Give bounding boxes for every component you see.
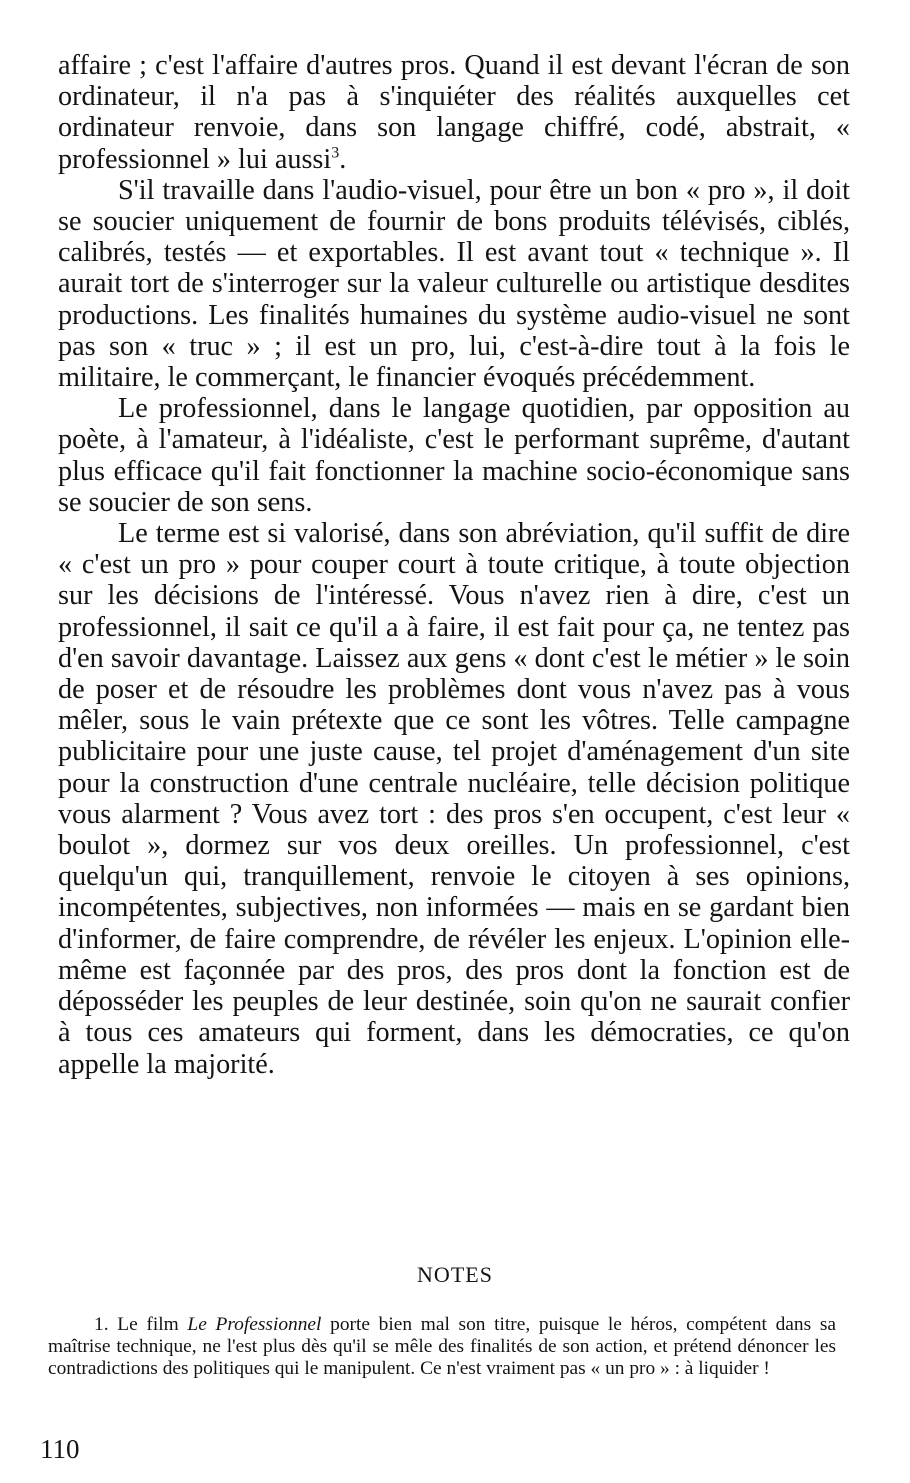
paragraph-professional-definition: Le professionnel, dans le langage quotidien, par opposition au poète, à l'amateur, à l'idéaliste, c'est le performant suprême, d'autant plus efficace qu'il fait fonctionner la machine socio-économique sans se soucier de son sens. (58, 393, 850, 518)
paragraph-term-valorised: Le terme est si valorisé, dans son abréviation, qu'il suffit de dire « c'est un pro » pour couper court à toute critique, à toute objection sur les décisions de l'intéressé. Vous n'avez rien à dire, c'est un professionnel, il sait ce qu'il a à faire, il est fait pour ça, ne tentez pas d'en savoir davantage. Laissez aux gens « dont c'est le métier » le soin de poser et de résoudre les problèmes dont vous n'avez pas à vous mêler, sous le vain prétexte que ce sont les vôtres. Telle campagne publicitaire pour une juste cause, tel projet d'aménagement d'un site pour la construction d'une centrale nucléaire, telle décision politique vous alarment ? Vous avez tort : des pros s'en occupent, c'est leur « boulot », dormez sur vos deux oreilles. Un professionnel, c'est quelqu'un qui, tranquillement, renvoie le citoyen à ses opinions, incompétentes, subjectives, non informées — mais en se gardant bien d'informer, de faire comprendre, de révéler les enjeux. L'opinion elle-même est façonnée par des pros, des pros dont la fonction est de déposséder les peuples de leur destinée, soin qu'on ne saurait confier à tous ces amateurs qui forment, dans les démocraties, ce qu'on appelle la majorité. (58, 518, 850, 1080)
body-text (58, 50, 850, 1080)
paragraph-text: affaire ; c'est l'affaire d'autres pros. Quand il est devant l'écran de son ordinateur, il n'a pas à s'inquiéter des réalités auxquelles cet ordinateur renvoie, dans son langage chiffré, codé, abstrait, « professionnel » lui aussi (58, 50, 850, 175)
paragraph-tail: . (339, 143, 347, 175)
footnote-number: 1. (94, 1314, 109, 1335)
notes-heading: NOTES (417, 1262, 493, 1287)
footnote-text: porte bien mal son titre, puisque le héros, compétent dans sa maîtrise technique, ne l'est plus dès qu'il se mêle des finalités de son action, et prétend dénoncer les contradictions des politiques qui le manipulent. Ce n'est vraiment pas « un pro » : à liquider ! (48, 1314, 836, 1379)
paragraph-audiovisual: S'il travaille dans l'audio-visuel, pour être un bon « pro », il doit se soucier uniquement de fournir de bons produits télévisés, ciblés, calibrés, testés — et exportables. Il est avant tout « technique ». Il aurait tort de s'interroger sur la valeur culturelle ou artistique desdites productions. Les finalités humaines du système audio-visuel ne sont pas son « truc » ; il est un pro, lui, c'est-à-dire tout à la fois le militaire, le commerçant, le financier évoqués précédemment. (58, 174, 850, 394)
film-title: Le Professionnel (187, 1314, 322, 1335)
paragraph-continuation (58, 50, 850, 175)
page-number: 110 (40, 1434, 80, 1464)
footnote-reference: 3 (331, 144, 340, 162)
footnote-1 (48, 1314, 836, 1380)
footnote-text-before-title: Le film (117, 1314, 179, 1335)
